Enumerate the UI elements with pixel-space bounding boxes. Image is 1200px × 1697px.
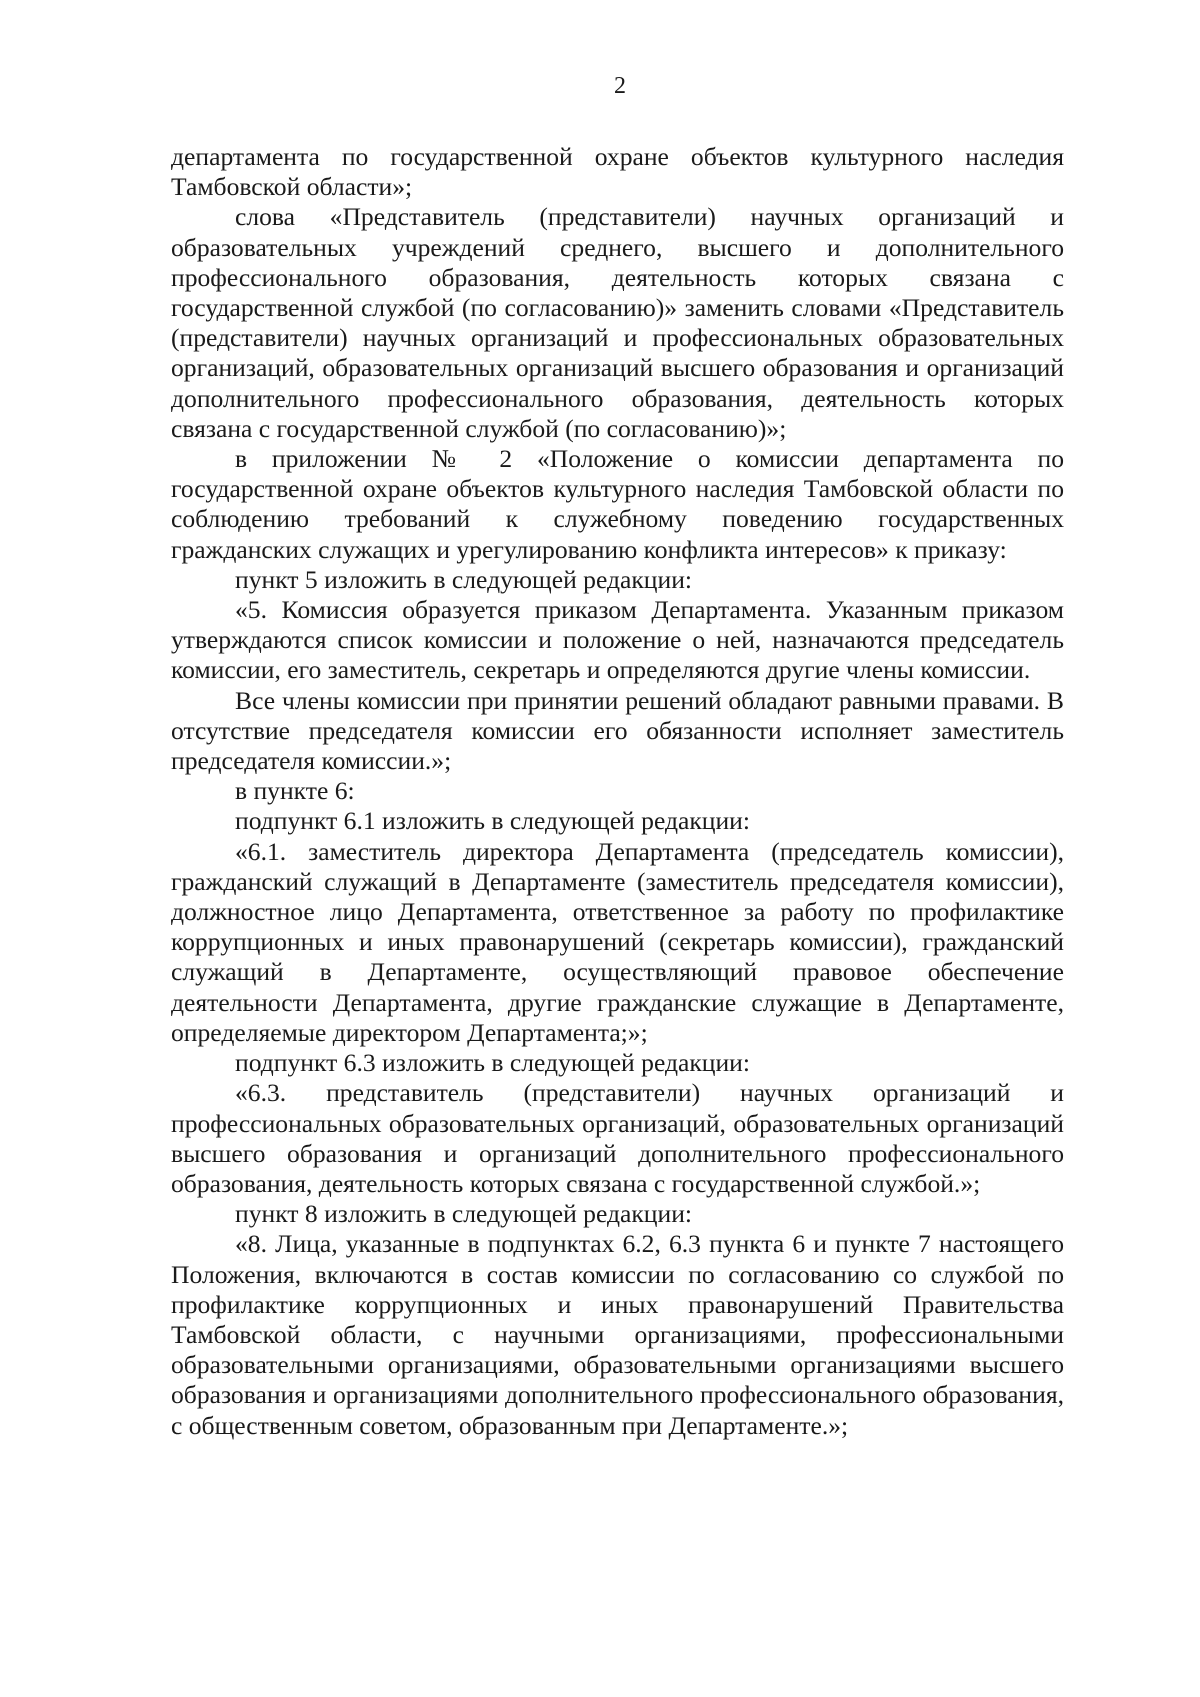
paragraph: пункт 5 изложить в следующей редакции:	[235, 564, 693, 594]
paragraph: пункт 8 изложить в следующей редакции:	[235, 1199, 693, 1229]
paragraph: Все члены комиссии при принятии решений обладают равными правами. В отсутствие председателя комиссии его обязанности исполняет заместитель председателя комиссии.»;	[171, 685, 1064, 776]
paragraph: слова «Представитель (представители) научных организаций и образовательных учреждений среднего, высшего и дополнительного профессионального образования, деятельность которых связана с государственной службой (по согласованию)» заменить словами «Представитель (представители) научных организаций и профессиональных образовательных организаций, образовательных организаций высшего образования и организаций дополнительного профессионального образования, деятельность которых связана с государственной службой (по согласованию)»;	[171, 202, 1064, 443]
paragraph: подпункт 6.3 изложить в следующей редакции:	[235, 1048, 750, 1078]
paragraph: «5. Комиссия образуется приказом Департамента. Указанным приказом утверждаются список комиссии и положение о ней, назначаются председатель комиссии, его заместитель, секретарь и определяются другие члены комиссии.	[171, 595, 1064, 685]
paragraph: в пункте 6:	[235, 776, 355, 806]
page-number: 2	[614, 73, 626, 99]
paragraph: департамента по государственной охране объектов культурного наследия Тамбовской области»;	[171, 142, 1064, 202]
paragraph: в приложении № 2 «Положение о комиссии департамента по государственной охране объектов культурного наследия Тамбовской области по соблюдению требований к служебному поведению государственных гражданских служащих и урегулированию конфликта интересов» к приказу:	[171, 444, 1064, 564]
paragraph: «6.1. заместитель директора Департамента (председатель комиссии), гражданский служащий в Департаменте (заместитель председателя комиссии), должностное лицо Департамента, ответственное за работу по профилактике коррупционных и иных правонарушений (секретарь комиссии), гражданский служащий в Департаменте, осуществляющий правовое обеспечение деятельности Департамента, другие гражданские служащие в Департаменте, определяемые директором Департамента;»;	[171, 836, 1064, 1047]
paragraph: «8. Лица, указанные в подпунктах 6.2, 6.3 пункта 6 и пункте 7 настоящего Положения, включаются в состав комиссии по согласованию со службой по профилактике коррупционных и иных правонарушений Правительства Тамбовской области, с научными организациями, профессиональными образовательными организациями, образовательными организациями высшего образования и организациями дополнительного профессионального образования, с общественным советом, образованным при Департаменте.»;	[171, 1229, 1064, 1440]
document-body	[171, 142, 1064, 1441]
paragraph: «6.3. представитель (представители) научных организаций и профессиональных образовательных организаций, образовательных организаций высшего образования и организаций дополнительного профессионального образования, деятельность которых связана с государственной службой.»;	[171, 1078, 1064, 1198]
paragraph: подпункт 6.1 изложить в следующей редакции:	[235, 806, 750, 836]
